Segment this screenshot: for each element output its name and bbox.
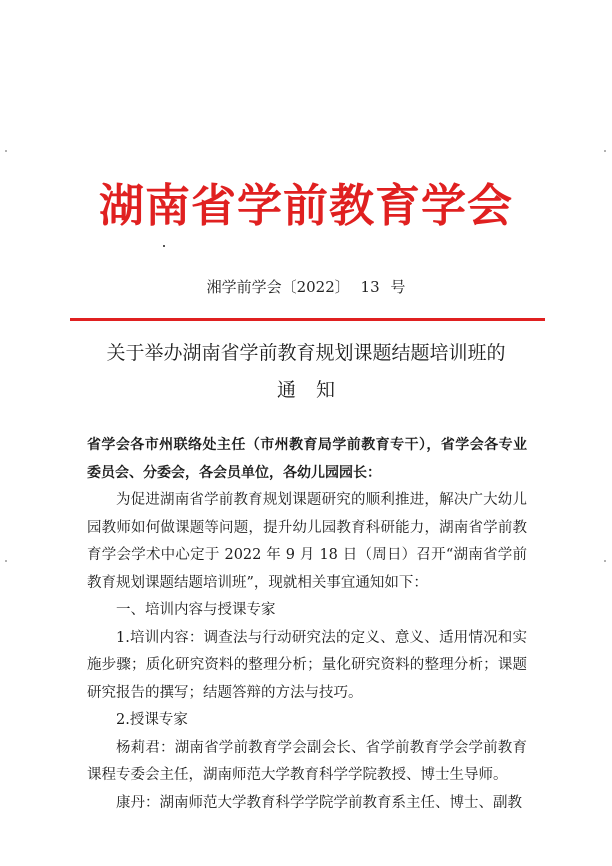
red-divider: [70, 318, 545, 321]
experts-heading: 2.授课专家: [116, 712, 188, 728]
scan-mark: [604, 150, 606, 152]
expert-entry: 杨莉君：湖南省学前教育学会副会长、省学前教育学会学前教育课程专委会主任，湖南师范大学教育科学学院教授、博士生导师。: [87, 739, 527, 783]
notice-title-line2: 通知: [276, 379, 355, 401]
masthead-title: 湖南省学前教育学会: [98, 179, 513, 232]
scan-mark: [5, 150, 7, 152]
stray-dot: [163, 245, 165, 247]
notice-body: [87, 432, 527, 817]
intro-paragraph: 为促进湖南省学前教育规划课题研究的顺利推进，解决广大幼儿园教师如何做课题等问题，提升幼儿园教育科研能力，湖南省学前教育学会学术中心定于 2022 年 9 月 18 日（周日）召开“湖南省学前教育规划课题结题培训班”，现就相关事宜通知如下：: [87, 492, 527, 591]
scan-mark: [5, 560, 7, 562]
document-number: 湘学前学会〔2022〕 13 号: [206, 278, 406, 296]
notice-title-line1: 关于举办湖南省学前教育规划课题结题培训班的: [106, 342, 506, 364]
section-heading: 一、培训内容与授课专家: [116, 602, 276, 618]
salutation: 省学会各市州联络处主任（市州教育局学前教育专干），省学会各专业委员会、分委会，各会员单位，各幼儿园园长：: [87, 437, 527, 481]
scan-mark: [604, 560, 606, 562]
expert-entry: 康丹：湖南师范大学教育科学学院学前教育系主任、博士、副教: [116, 794, 522, 811]
training-content-item: 1.培训内容：调查法与行动研究法的定义、意义、适用情况和实施步骤；质化研究资料的整理分析；量化研究资料的整理分析；课题研究报告的撰写；结题答辩的方法与技巧。: [87, 629, 527, 701]
